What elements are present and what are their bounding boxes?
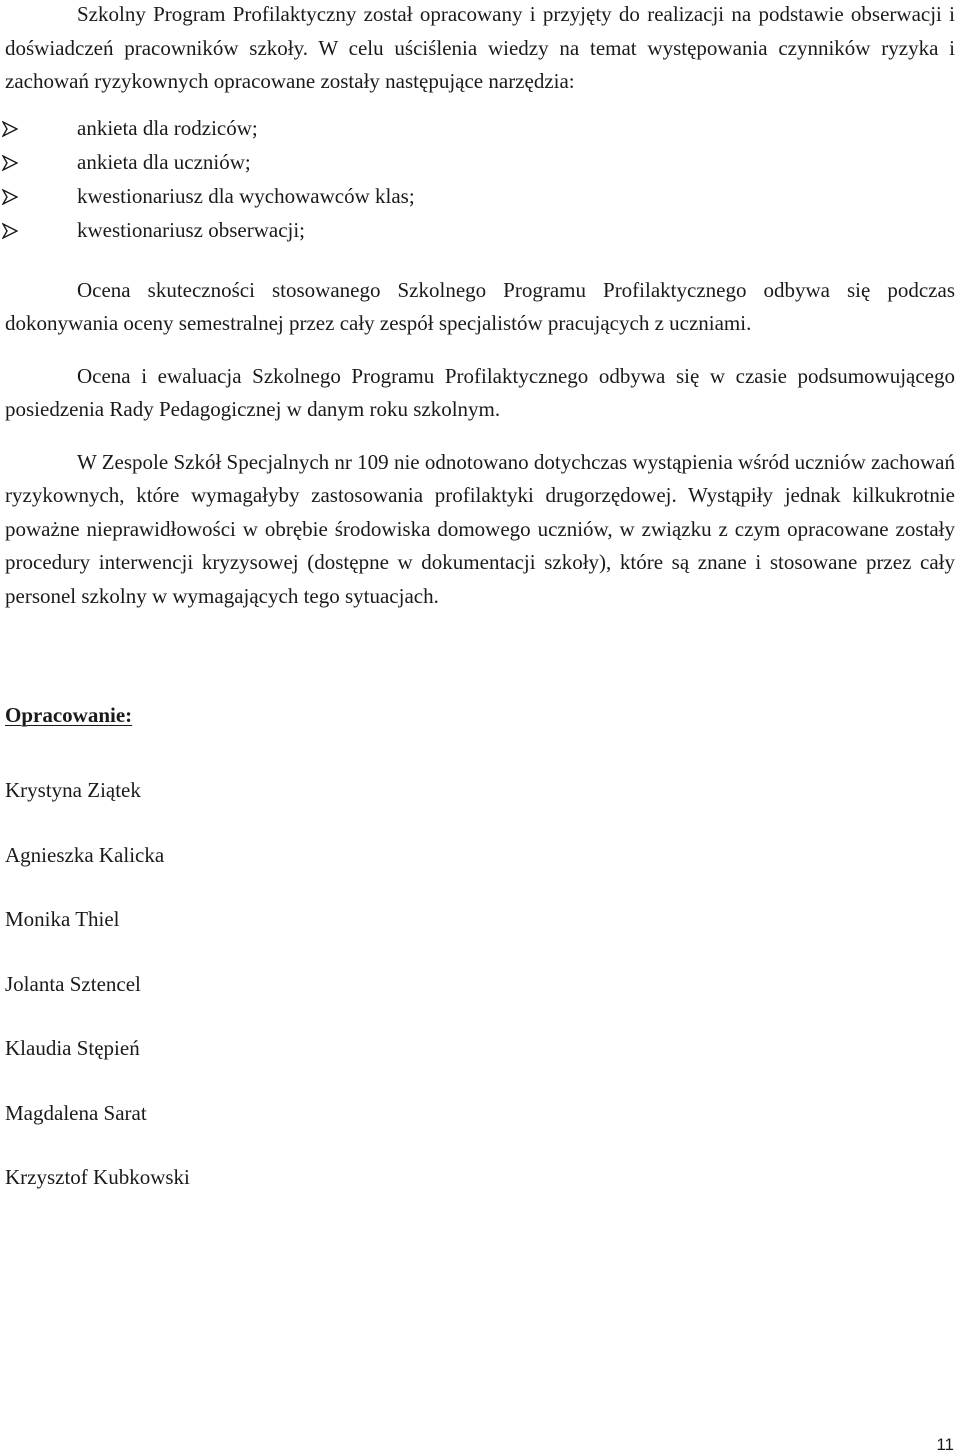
intro-paragraph: Szkolny Program Profilaktyczny został opracowany i przyjęty do realizacji na podstawie obserwacji i doświadczeń pracowników szkoły. W celu uściślenia wiedzy na temat występowania czynników ryzyka i zachowań ryzykownych opracowane zostały następujące narzędzia: [5,2,955,93]
list-item [5,111,955,145]
list-item [5,145,955,179]
list-item [5,179,955,213]
author-name: Klaudia Stępień [5,1036,140,1060]
author-name: Krzysztof Kubkowski [5,1165,190,1189]
review-paragraph: Ocena i ewaluacja Szkolnego Programu Profilaktycznego odbywa się w czasie podsumowującego posiedzenia Rady Pedagogicznej w danym roku szkolnym. [5,363,955,421]
list-item-text: kwestionariusz obserwacji; [77,217,306,242]
author-name: Magdalena Sarat [5,1100,147,1125]
list-item-text: ankieta dla rodziców; [77,115,258,140]
author-name: Krystyna Ziątek [5,778,141,802]
arrowhead-bullet-icon [2,189,18,205]
arrowhead-bullet-icon [2,223,18,239]
author-name: Monika Thiel [5,907,120,931]
tools-list [5,111,955,247]
authors-heading: Opracowanie: [5,703,133,727]
authors-list [5,774,955,1226]
page-number: 11 [936,1435,954,1454]
arrowhead-bullet-icon [2,121,18,137]
incidents-paragraph: W Zespole Szkół Specjalnych nr 109 nie odnotowano dotychczas wystąpienia wśród uczniów zachowań ryzykownych, które wymagałyby zastosowania profilaktyki drugorzędowej. Wystąpiły jednak kilkukrotnie poważne nieprawidłowości w obrębie środowiska domowego uczniów, w związku z czym opracowane zostały procedury interwencji kryzysowej (dostępne w dokumentacji szkoły), które są znane i stosowane przez cały personel szkolny w wymagających tego sytuacjach. [5,449,955,608]
list-item-text: ankieta dla uczniów; [77,149,251,174]
list-item [5,213,955,247]
arrowhead-bullet-icon [2,155,18,171]
author-name: Jolanta Sztencel [5,971,141,996]
document-page [5,0,955,1226]
list-item-text: kwestionariusz dla wychowawców klas; [77,183,415,208]
evaluation-paragraph: Ocena skuteczności stosowanego Szkolnego Programu Profilaktycznego odbywa się podczas dokonywania oceny semestralnej przez cały zespół specjalistów pracujących z uczniami. [5,277,955,335]
author-name: Agnieszka Kalicka [5,842,165,867]
